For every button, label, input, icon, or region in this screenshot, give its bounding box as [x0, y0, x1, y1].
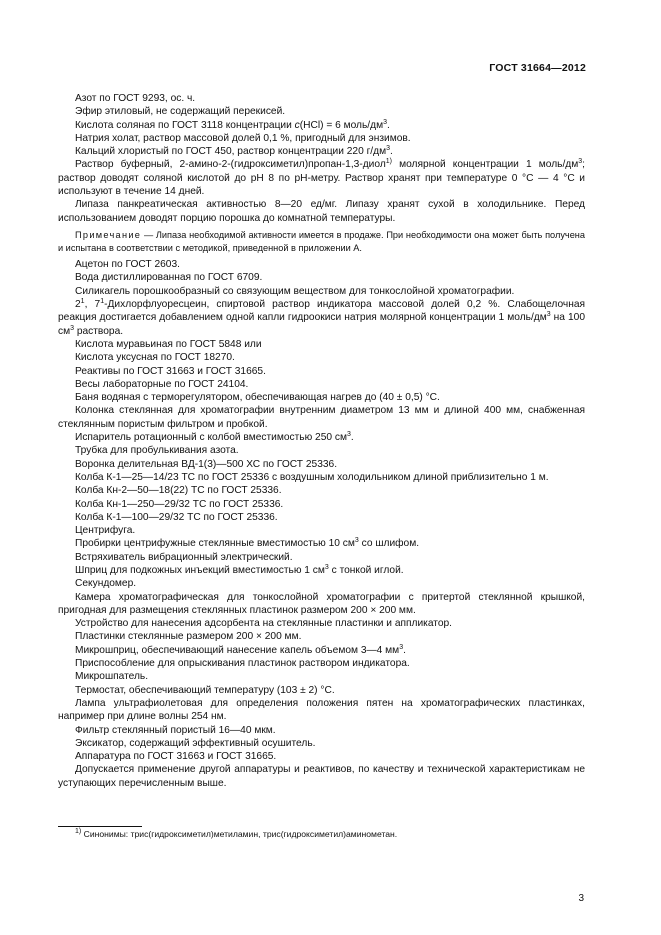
footnote-divider — [58, 826, 142, 827]
superscript: 3 — [399, 643, 404, 651]
paragraph-text: Колонка стеклянная для хроматографии внутренним диаметром 13 мм и длиной 400 мм, снабженная стеклянным пористым фильтром и пробкой. — [58, 405, 585, 430]
paragraph-text: Кислота соляная по ГОСТ 3118 концентрации — [75, 119, 295, 131]
paragraph — [58, 724, 585, 737]
paragraph-text: со шлифом. — [358, 538, 420, 550]
paragraph-text: Колба Кн-2—50—18(22) ТС по ГОСТ 25336. — [75, 485, 282, 497]
paragraph-text: Микрошприц, обеспечивающий нанесение капель объемом 3—4 мм — [75, 644, 400, 656]
paragraph — [58, 271, 585, 284]
paragraph-text-italic: c — [294, 119, 300, 131]
paragraph-text: Ацетон по ГОСТ 2603. — [75, 259, 180, 271]
paragraph — [58, 285, 585, 298]
paragraph-text: Реактивы по ГОСТ 31663 и ГОСТ 31665. — [75, 365, 266, 377]
paragraph — [58, 471, 585, 484]
paragraph-text: Фильтр стеклянный пористый 16—40 мкм. — [75, 724, 276, 736]
footnote-mark: 1) — [75, 828, 82, 835]
paragraph-text: Воронка делительная ВД-1(3)—500 ХС по ГОСТ 25336. — [75, 458, 338, 470]
paragraph-text: Центрифуга. — [75, 525, 136, 537]
paragraph-text: . — [390, 146, 393, 158]
paragraph-text: Секундомер. — [75, 578, 137, 590]
paragraph — [58, 119, 585, 132]
paragraph — [58, 697, 585, 724]
paragraph-text: Встряхиватель вибрационный электрический. — [75, 551, 293, 563]
paragraph — [58, 258, 585, 271]
paragraph-text: Вода дистиллированная по ГОСТ 6709. — [75, 272, 263, 284]
paragraph-text: , 7 — [84, 299, 101, 311]
paragraph — [58, 763, 585, 790]
paragraph-text: Микрошпатель. — [75, 671, 149, 683]
paragraph — [58, 391, 585, 404]
paragraph-text: Испаритель ротационный с колбой вместимостью 250 см — [75, 432, 347, 444]
note-text: — Липаза необходимой активности имеется в продаже. При необходимости она может быть получена и испытана в соответствии с методикой, приведенной в приложении А. — [58, 229, 585, 253]
paragraph — [58, 564, 585, 577]
paragraph — [58, 498, 585, 511]
paragraph — [58, 431, 585, 444]
paragraph — [58, 511, 585, 524]
paragraph-text: Пробирки центрифужные стеклянные вместимостью 10 см — [75, 538, 355, 550]
paragraph — [58, 198, 585, 225]
standard-header: ГОСТ 31664—2012 — [489, 62, 586, 74]
paragraph — [58, 365, 585, 378]
paragraph — [58, 298, 585, 338]
paragraph — [58, 158, 585, 198]
superscript: 3 — [354, 537, 359, 545]
footnote — [75, 829, 585, 840]
paragraph-text: (HCl) = 6 моль/дм — [299, 119, 384, 131]
paragraph — [58, 338, 585, 351]
paragraph-text: ; раствор доводят соляной кислотой до pH 8 по pH-метру. Раствор хранят при температуре 0 °C — 4 °C и используют в течение 14 дней. — [58, 159, 586, 198]
paragraph — [58, 404, 585, 431]
superscript: 3 — [346, 431, 351, 439]
paragraph — [58, 644, 585, 657]
paragraph — [58, 657, 585, 670]
page-number: 3 — [578, 893, 584, 904]
note-label: Примечание — [75, 229, 142, 240]
paragraph-text: Силикагель порошкообразный со связующим веществом для тонкослойной хроматографии. — [75, 285, 515, 297]
footnote-text: Синонимы: трис(гидроксиметил)метиламин, трис(гидроксиметил)аминометан. — [83, 829, 398, 839]
paragraph — [58, 444, 585, 457]
paragraph — [58, 537, 585, 550]
superscript: 1 — [100, 298, 105, 306]
paragraph-text: Эфир этиловый, не содержащий перекисей. — [75, 106, 286, 118]
paragraph-text: Баня водяная с терморегулятором, обеспечивающая нагрев до (40 ± 0,5) °C. — [75, 392, 440, 404]
footnote-reference: 1) — [385, 158, 392, 166]
paragraph-text: Шприц для подкожных инъекций вместимостью 1 см — [75, 564, 325, 576]
paragraph-text: Кислота уксусная по ГОСТ 18270. — [75, 352, 235, 364]
paragraph-text: Термостат, обеспечивающий температуру (103 ± 2) °C. — [75, 684, 335, 696]
paragraph — [58, 484, 585, 497]
paragraph — [58, 750, 585, 763]
paragraph — [58, 551, 585, 564]
superscript: 3 — [383, 118, 387, 126]
note-paragraph — [58, 229, 585, 254]
superscript: 3 — [546, 311, 551, 319]
paragraph-text: . — [350, 432, 354, 444]
superscript: 3 — [70, 324, 75, 332]
paragraph — [58, 630, 585, 643]
paragraph — [58, 524, 585, 537]
paragraph-text: . — [387, 119, 390, 131]
paragraph-text: Натрия холат, раствор массовой долей 0,1 %, пригодный для энзимов. — [75, 132, 411, 144]
superscript: 3 — [578, 158, 583, 166]
paragraph-text: Аппаратура по ГОСТ 31663 и ГОСТ 31665. — [75, 751, 277, 763]
paragraph-text: Пластинки стеклянные размером 200 × 200 мм. — [75, 631, 302, 643]
paragraph-text: Кислота муравьиная по ГОСТ 5848 или — [75, 338, 262, 350]
document-body — [58, 92, 585, 790]
paragraph-text: Устройство для нанесения адсорбента на стеклянные пластинки и аппликатор. — [75, 618, 452, 630]
paragraph-text: Эксикатор, содержащий эффективный осушитель. — [75, 737, 316, 749]
paragraph-text: Камера хроматографическая для тонкослойной хроматографии с притертой стеклянной крышкой, пригодная для размещения стеклянных пластинок размером 200 × 200 мм. — [58, 591, 585, 616]
superscript: 1 — [80, 298, 85, 306]
paragraph-text: Приспособление для опрыскивания пластинок раствором индикатора. — [75, 658, 410, 670]
paragraph — [58, 458, 585, 471]
paragraph-text: Азот по ГОСТ 9293, ос. ч. — [75, 93, 196, 104]
paragraph-text: Весы лабораторные по ГОСТ 24104. — [75, 378, 249, 390]
paragraph-text: Раствор буферный, 2-амино-2-(гидроксиметил)пропан-1,3-диол — [75, 159, 386, 171]
paragraph — [58, 378, 585, 391]
paragraph-text: молярной концентрации 1 моль/дм — [392, 159, 579, 171]
paragraph — [58, 577, 585, 590]
paragraph-text: Липаза панкреатическая активностью 8—20 ед/мг. Липазу хранят сухой в холодильнике. Перед использованием доводят порцию порошка до комнатной температуры. — [58, 199, 585, 224]
paragraph-text: Лампа ультрафиолетовая для определения положения пятен на хроматографических пластинках, например при длине волны 254 нм. — [58, 697, 585, 723]
paragraph — [58, 591, 585, 618]
paragraph-text: Колба К-1—25—14/23 ТС по ГОСТ 25336 с воздушным холодильником длиной приблизительно 1 м. — [75, 471, 549, 483]
paragraph-text: Колба Кн-1—250—29/32 ТС по ГОСТ 25336. — [75, 498, 284, 510]
paragraph-text: раствора. — [74, 325, 124, 337]
paragraph-text: на 100 см — [58, 312, 585, 337]
paragraph — [58, 92, 585, 105]
paragraph — [58, 351, 585, 364]
paragraph-text: Кальций хлористый по ГОСТ 450, раствор концентрации 220 г/дм — [75, 146, 387, 158]
paragraph-text: с тонкой иглой. — [328, 564, 404, 576]
paragraph-text: Допускается применение другой аппаратуры и реактивов, по качеству и технической характеристикам не уступающих перечисленным выше. — [58, 764, 585, 789]
superscript: 3 — [324, 563, 329, 571]
paragraph-text: . — [403, 644, 406, 656]
paragraph — [58, 684, 585, 697]
paragraph-text: 2 — [75, 299, 81, 311]
paragraph — [58, 617, 585, 630]
paragraph — [58, 105, 585, 118]
paragraph — [58, 670, 585, 683]
paragraph — [58, 737, 585, 750]
paragraph-text: Колба К-1—100—29/32 ТС по ГОСТ 25336. — [75, 511, 278, 523]
paragraph-text: Трубка для пробулькивания азота. — [75, 445, 239, 457]
superscript: 3 — [386, 145, 390, 153]
paragraph — [58, 132, 585, 145]
paragraph-text: -Дихлорфлуоресцеин, спиртовой раствор индикатора массовой долей 0,2 %. Слабощелочная реакция достигается добавлением одной капли гидроокиси натрия молярной концентрации 1 моль/дм — [58, 299, 585, 324]
paragraph — [58, 145, 585, 158]
